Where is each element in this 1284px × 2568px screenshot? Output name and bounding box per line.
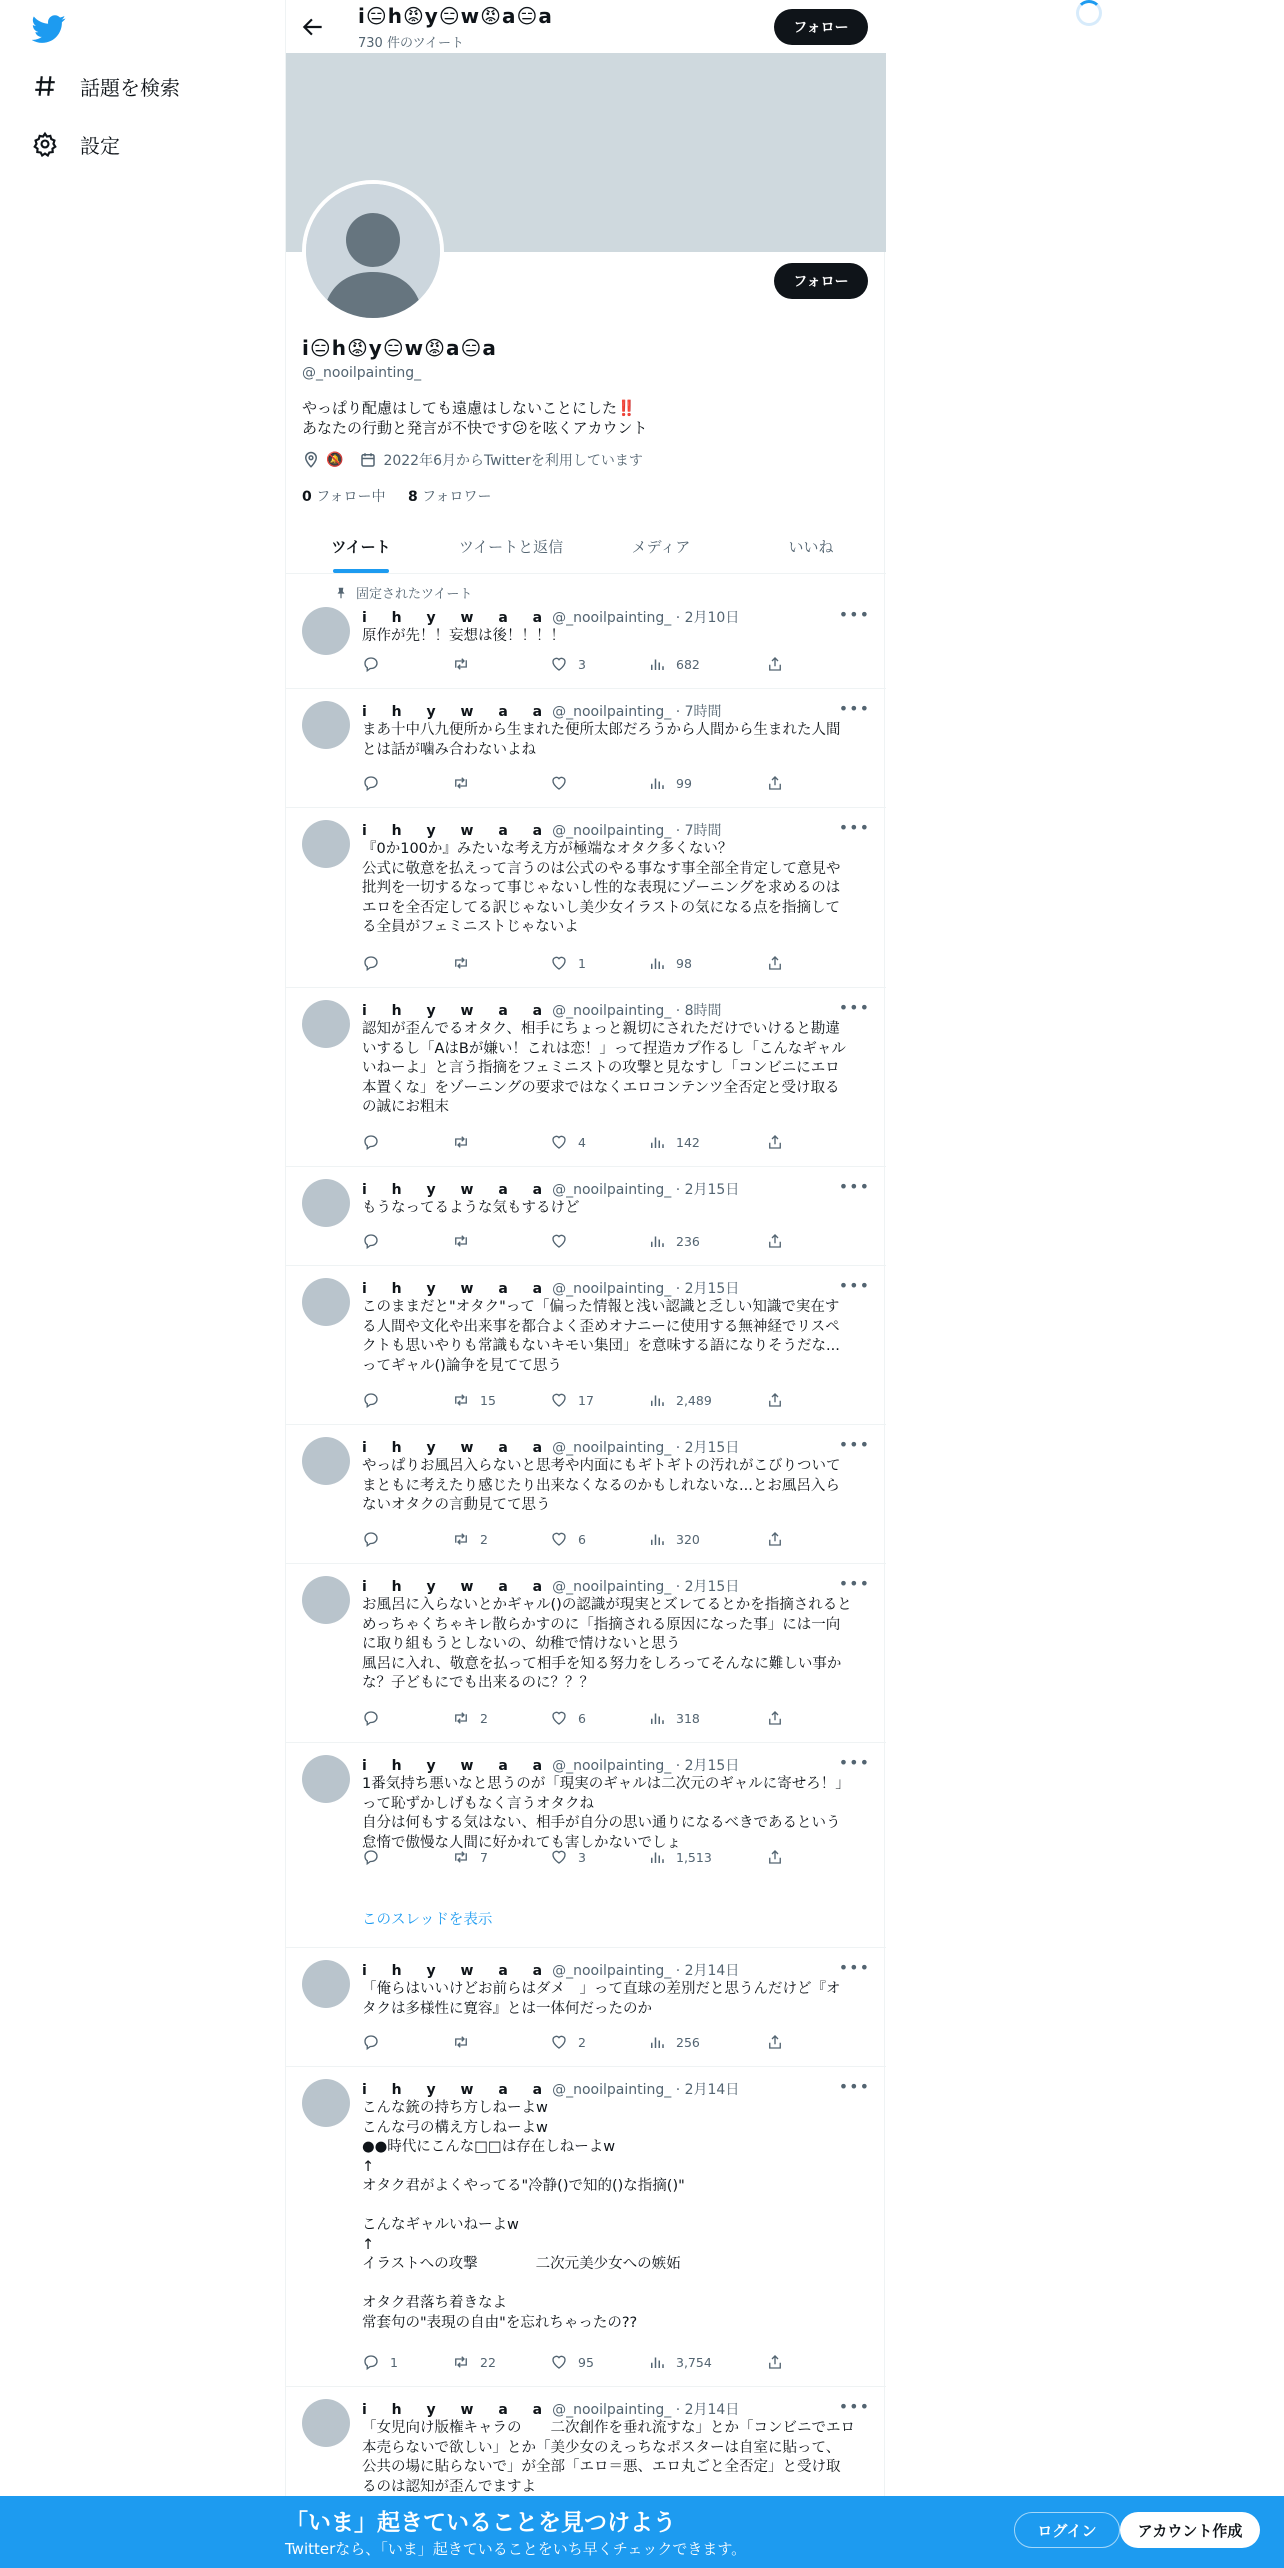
- reply-icon: [362, 1391, 380, 1409]
- more-options-icon[interactable]: •••: [838, 1574, 870, 1593]
- tweet-handle-time[interactable]: @_nooilpainting_ · 2月15日: [552, 1758, 740, 1774]
- sidebar-item-settings[interactable]: [32, 124, 120, 164]
- tweet-handle-time[interactable]: @_nooilpainting_ · 2月15日: [552, 1440, 740, 1456]
- tweet-avatar[interactable]: [302, 1576, 350, 1624]
- share-button[interactable]: [766, 954, 794, 972]
- heart-icon: [550, 954, 568, 972]
- tweet-actions: [362, 954, 782, 974]
- tweet-author-name[interactable]: i h y w a a: [362, 2082, 553, 2098]
- heart-icon: [550, 1709, 568, 1727]
- profile-meta: [302, 450, 643, 470]
- share-button[interactable]: [766, 2033, 794, 2051]
- tweet-handle-time[interactable]: @_nooilpainting_ · 7時間: [552, 704, 722, 720]
- header-follow-button[interactable]: フォロー: [774, 9, 868, 45]
- like-button[interactable]: 95: [550, 2353, 594, 2371]
- profile-bio: [302, 398, 862, 438]
- more-options-icon[interactable]: •••: [838, 2077, 870, 2096]
- share-button[interactable]: [766, 1709, 794, 1727]
- tweet-text: 認知が歪んでるオタク、相手にちょっと親切にされただけでいけると勘違 いするし「AはBが嫌い！これは恋！」って捏造カプ作るし「こんなギャル いねーよ」と言う指摘をフェミニストの攻撃と見なすし「コンビニにエロ 本置くな」をゾーニングの要求ではなくエロコンテンツ全否定と受け取る の誠にお粗末: [362, 1021, 846, 1115]
- tweet-author-name[interactable]: i h y w a a: [362, 610, 553, 626]
- share-button[interactable]: [766, 2353, 794, 2371]
- tweet-header: [362, 2079, 739, 2099]
- tab-tweets[interactable]: ツイート: [286, 520, 436, 573]
- tweet-handle-time[interactable]: @_nooilpainting_ · 8時間: [552, 1003, 722, 1019]
- like-button[interactable]: 6: [550, 1530, 586, 1548]
- reply-button[interactable]: [362, 655, 390, 673]
- like-button[interactable]: 1: [550, 954, 586, 972]
- profile-joined-date: 2022年6月からTwitterを利用しています: [383, 453, 643, 469]
- tweet-author-name[interactable]: i h y w a a: [362, 1281, 553, 1297]
- tweet-avatar[interactable]: [302, 1000, 350, 1048]
- tweet[interactable]: [286, 988, 886, 1167]
- like-button[interactable]: 3: [550, 655, 586, 673]
- reply-button[interactable]: [362, 1530, 390, 1548]
- reply-icon: [362, 1709, 380, 1727]
- sidebar-item-explore[interactable]: [32, 66, 180, 106]
- tweet[interactable]: [286, 575, 886, 689]
- retweet-icon: [452, 1391, 470, 1409]
- share-icon: [766, 1232, 784, 1250]
- tweet-text: お風呂に入らないとかギャル()の認識が現実とズレてるとかを指摘されると めっちゃくちゃキレ散らかすのに「指摘される原因になった事」には一向 に取り組もうとしないの、幼稚で情けないと思う 風呂に入れ、敬意を払って相手を知る努力をしろってそんなに難しい事か な？子どもにでも出来るのに？？？: [362, 1597, 852, 1691]
- follow-button[interactable]: フォロー: [774, 263, 868, 299]
- profile-stats: [302, 486, 491, 506]
- tweet-author-name[interactable]: i h y w a a: [362, 1440, 553, 1456]
- tweet-text: こんな銃の持ち方しねーよw こんな弓の構え方しねーよw ●●時代にこんな□□は存在しねーよw ↑ オタク君がよくやってる"冷静()で知的()な指摘()" こんなギャルいねーよw ↑ イラストへの攻撃 二次元美少女への嫉妬 オタク君落ち着きなよ 常套句の"表現の自由"を忘れちゃったの??: [362, 2100, 685, 2331]
- views-chart-icon: [648, 1848, 666, 1866]
- show-thread-link[interactable]: このスレッドを表示: [362, 1912, 493, 1928]
- views-button[interactable]: 99: [648, 774, 692, 792]
- signup-prompt-title: 「いま」起きていることを見つけよう: [285, 2510, 676, 2536]
- views-chart-icon: [648, 1133, 666, 1151]
- tweet-text: 『0か100か』みたいな考え方が極端なオタク多くない？ 公式に敬意を払えって言うのは公式のやる事なす事全部全肯定して意見や 批判を一切するなって事じゃないし性的な表現にゾーニングを求めるのは エロを全否定してる訳じゃないし美少女イラストの気になる点を指摘して る全員がフェミニストじゃないよ: [362, 841, 841, 935]
- tweet[interactable]: [286, 2067, 886, 2387]
- default-avatar-icon: [306, 184, 440, 318]
- tweet-avatar[interactable]: [302, 607, 350, 655]
- heart-icon: [550, 1133, 568, 1151]
- views-button[interactable]: 142: [648, 1133, 700, 1151]
- share-button[interactable]: [766, 1232, 794, 1250]
- share-button[interactable]: [766, 1530, 794, 1548]
- tweet-text: 「女児向け版権キャラの 二次創作を垂れ流すな」とか「コンビニでエロ 本売らないで欲しい」とか「美少女のえっちなポスターは自室に貼って、 公共の場に貼らないで」が全部「エロ＝悪、エロ丸ごと全否定」と受け取 るのは認知が歪んでますよ: [362, 2420, 855, 2495]
- tab-media[interactable]: メディア: [631, 538, 691, 556]
- more-options-icon[interactable]: •••: [838, 605, 870, 624]
- share-icon: [766, 2353, 784, 2371]
- tweet-author-name[interactable]: i h y w a a: [362, 823, 553, 839]
- more-options-icon[interactable]: •••: [838, 1177, 870, 1196]
- more-options-icon[interactable]: •••: [838, 2397, 870, 2416]
- like-button[interactable]: 4: [550, 1133, 586, 1151]
- back-arrow-icon[interactable]: [300, 14, 326, 40]
- tweet-avatar[interactable]: [302, 820, 350, 868]
- bio-line: あなたの行動と発言が不快です😕を呟くアカウント: [302, 419, 648, 437]
- views-chart-icon: [648, 655, 666, 673]
- retweet-button[interactable]: 7: [452, 1848, 488, 1866]
- views-chart-icon: [648, 1391, 666, 1409]
- retweet-icon: [452, 1133, 470, 1151]
- heart-icon: [550, 2033, 568, 2051]
- tweet-avatar[interactable]: [302, 1437, 350, 1485]
- tweet-handle-time[interactable]: @_nooilpainting_ · 2月14日: [552, 2402, 740, 2418]
- retweet-button[interactable]: 2: [452, 1709, 488, 1727]
- tweet-header: [362, 1960, 739, 1980]
- pinned-tweet-label: 固定されたツイート: [334, 583, 472, 602]
- left-sidebar: [0, 0, 285, 2568]
- views-chart-icon: [648, 1530, 666, 1548]
- tweet-author-name[interactable]: i h y w a a: [362, 1579, 553, 1595]
- reply-icon: [362, 954, 380, 972]
- sidebar-item-label: 設定: [80, 133, 120, 158]
- tweet[interactable]: [286, 1743, 886, 1948]
- tweet-text: もうなってるような気もするけど: [362, 1200, 580, 1216]
- tweet[interactable]: [286, 689, 886, 808]
- tweet[interactable]: [286, 1266, 886, 1425]
- tweet-actions: [362, 1848, 782, 1868]
- tweet-handle-time[interactable]: @_nooilpainting_ · 2月14日: [552, 1963, 740, 1979]
- tweet-avatar[interactable]: [302, 2399, 350, 2447]
- views-chart-icon: [648, 1709, 666, 1727]
- views-button[interactable]: 1,513: [648, 1848, 712, 1866]
- tweet[interactable]: [286, 1564, 886, 1743]
- share-icon: [766, 774, 784, 792]
- tweet-handle-time[interactable]: @_nooilpainting_ · 7時間: [552, 823, 722, 839]
- tweet-author-name[interactable]: i h y w a a: [362, 1003, 553, 1019]
- tweet-header: [362, 1576, 739, 1596]
- more-options-icon[interactable]: •••: [838, 1435, 870, 1454]
- tweet-header: [362, 607, 739, 627]
- tweet-text: 「俺らはいいけどお前らはダメ 」って直球の差別だと思うんだけど『オ タクは多様性に寛容』とは一体何だったのか: [362, 1981, 841, 2017]
- reply-button[interactable]: [362, 1391, 390, 1409]
- header-display-name: i😑h😡y😑w😡a😑a: [358, 4, 553, 28]
- tweet[interactable]: [286, 1167, 886, 1266]
- reply-icon: [362, 655, 380, 673]
- tweet-header: [362, 1000, 722, 1020]
- tab-likes[interactable]: いいね: [788, 538, 834, 556]
- tweet-text: 原作が先！！妄想は後！！！！: [362, 628, 565, 644]
- like-button[interactable]: [550, 774, 578, 792]
- tweet-header: [362, 820, 722, 840]
- retweet-button[interactable]: [452, 1133, 480, 1151]
- tweet-handle-time[interactable]: @_nooilpainting_ · 2月14日: [552, 2082, 740, 2098]
- tweet-actions: [362, 1232, 782, 1252]
- retweet-button[interactable]: 2: [452, 1530, 488, 1548]
- tweet-handle-time[interactable]: @_nooilpainting_ · 2月15日: [552, 1579, 740, 1595]
- tweet-actions: [362, 655, 782, 675]
- tweet-header: [362, 1278, 739, 1298]
- share-icon: [766, 1848, 784, 1866]
- more-options-icon[interactable]: •••: [838, 1276, 870, 1295]
- profile-avatar[interactable]: [302, 180, 444, 322]
- tweet-header: [362, 2399, 739, 2419]
- loading-spinner-icon: [1076, 0, 1102, 26]
- reply-icon: [362, 774, 380, 792]
- heart-icon: [550, 1232, 568, 1250]
- login-button[interactable]: ログイン: [1014, 2512, 1120, 2548]
- tweet-actions: [362, 1133, 782, 1153]
- share-button[interactable]: [766, 1391, 794, 1409]
- reply-button[interactable]: [362, 1232, 390, 1250]
- share-button[interactable]: [766, 1848, 794, 1866]
- reply-button[interactable]: [362, 774, 390, 792]
- tweet-text: このままだと"オタク"って「偏った情報と浅い認識と乏しい知識で実在す る人間や文化や出来事を都合よく歪めオナニーに使用する無神経でリスペ クトも思いやりも常識もないキモい集団」を意味する語になりそうだな... ってギャル()論争を見てて思う: [362, 1299, 840, 1374]
- views-button[interactable]: 3,754: [648, 2353, 712, 2371]
- share-icon: [766, 2033, 784, 2051]
- twitter-bird-icon[interactable]: [32, 12, 66, 46]
- more-options-icon[interactable]: •••: [838, 1753, 870, 1772]
- views-chart-icon: [648, 2033, 666, 2051]
- share-icon: [766, 655, 784, 673]
- retweet-icon: [452, 774, 470, 792]
- tweet-author-name[interactable]: i h y w a a: [362, 2402, 553, 2418]
- profile-handle: @_nooilpainting_: [302, 365, 422, 381]
- gear-icon: [32, 131, 58, 157]
- tweet-actions: [362, 774, 782, 794]
- pin-icon: [334, 586, 348, 600]
- tweet-handle-time[interactable]: @_nooilpainting_ · 2月15日: [552, 1281, 740, 1297]
- sidebar-item-label: 話題を検索: [80, 75, 180, 100]
- views-button[interactable]: 320: [648, 1530, 700, 1548]
- views-chart-icon: [648, 954, 666, 972]
- tweet[interactable]: [286, 1948, 886, 2067]
- tweet-avatar[interactable]: [302, 2079, 350, 2127]
- tweet-actions: [362, 2353, 782, 2373]
- signup-prompt-bar: [0, 2496, 1284, 2568]
- heart-icon: [550, 655, 568, 673]
- retweet-button[interactable]: 15: [452, 1391, 496, 1409]
- share-icon: [766, 1709, 784, 1727]
- tweet-avatar[interactable]: [302, 1179, 350, 1227]
- tweet-header: [362, 1179, 739, 1199]
- retweet-icon: [452, 2353, 470, 2371]
- reply-button[interactable]: [362, 2033, 390, 2051]
- more-options-icon[interactable]: •••: [838, 818, 870, 837]
- views-button[interactable]: 682: [648, 655, 700, 673]
- reply-button[interactable]: [362, 1848, 390, 1866]
- tab-tweets-and-replies[interactable]: ツイートと返信: [458, 538, 564, 556]
- signup-prompt-subtitle: Twitterなら、「いま」起きていることをいち早くチェックできます。: [285, 2540, 747, 2558]
- more-options-icon[interactable]: •••: [838, 1958, 870, 1977]
- reply-icon: [362, 1133, 380, 1151]
- tweet-author-name[interactable]: i h y w a a: [362, 1182, 553, 1198]
- following-link[interactable]: 0 フォロー中: [302, 489, 386, 505]
- tweet-handle-time[interactable]: @_nooilpainting_ · 2月10日: [552, 610, 740, 626]
- views-button[interactable]: 98: [648, 954, 692, 972]
- share-button[interactable]: [766, 655, 794, 673]
- tweet-header: [362, 701, 722, 721]
- views-chart-icon: [648, 2353, 666, 2371]
- retweet-icon: [452, 1848, 470, 1866]
- share-button[interactable]: [766, 1133, 794, 1151]
- profile-display-name: i😑h😡y😑w😡a😑a: [302, 336, 497, 360]
- retweet-icon: [452, 1232, 470, 1250]
- retweet-button[interactable]: 22: [452, 2353, 496, 2371]
- tweet-actions: [362, 1391, 782, 1411]
- tweet[interactable]: [286, 808, 886, 988]
- retweet-icon: [452, 1709, 470, 1727]
- retweet-button[interactable]: [452, 774, 480, 792]
- tweet-author-name[interactable]: i h y w a a: [362, 1963, 553, 1979]
- tweet-handle-time[interactable]: @_nooilpainting_ · 2月15日: [552, 1182, 740, 1198]
- hashtag-icon: [32, 73, 58, 99]
- profile-column: [285, 0, 885, 2568]
- heart-icon: [550, 774, 568, 792]
- tweet-actions: [362, 1530, 782, 1550]
- heart-icon: [550, 2353, 568, 2371]
- profile-location: 🔕: [326, 452, 344, 468]
- tweet-text: まあ十中八九便所から生まれた便所太郎だろうから人間から生まれた人間 とは話が噛み合わないよね: [362, 722, 841, 758]
- views-chart-icon: [648, 774, 666, 792]
- profile-tabs: [286, 520, 886, 574]
- tweet-author-name[interactable]: i h y w a a: [362, 704, 553, 720]
- share-icon: [766, 1391, 784, 1409]
- tweet-header: [362, 1437, 739, 1457]
- retweet-icon: [452, 2033, 470, 2051]
- retweet-button[interactable]: [452, 655, 480, 673]
- heart-icon: [550, 1391, 568, 1409]
- reply-button[interactable]: [362, 1709, 390, 1727]
- tweet-actions: [362, 1709, 782, 1729]
- like-button[interactable]: 2: [550, 2033, 586, 2051]
- share-icon: [766, 1530, 784, 1548]
- retweet-button[interactable]: [452, 2033, 480, 2051]
- views-button[interactable]: 256: [648, 2033, 700, 2051]
- views-button[interactable]: 318: [648, 1709, 700, 1727]
- header-tweet-count: 730 件のツイート: [358, 36, 465, 51]
- retweet-icon: [452, 954, 470, 972]
- retweet-icon: [452, 655, 470, 673]
- tweet-text: 1番気持ち悪いなと思うのが「現実のギャルは二次元のギャルに寄せろ！」 って恥ずかしげもなく言うオタクね 自分は何もする気はない、相手が自分の思い通りになるべきであるという 怠惰で傲慢な人間に好かれても害しかないでしょ: [362, 1776, 850, 1851]
- like-button[interactable]: 6: [550, 1709, 586, 1727]
- bio-line: やっぱり配慮はしても遠慮はしないことにした‼️: [302, 399, 636, 417]
- like-button[interactable]: 3: [550, 1848, 586, 1866]
- reply-icon: [362, 1848, 380, 1866]
- heart-icon: [550, 1848, 568, 1866]
- retweet-button[interactable]: [452, 1232, 480, 1250]
- retweet-button[interactable]: [452, 954, 480, 972]
- reply-button[interactable]: [362, 954, 390, 972]
- reply-icon: [362, 1530, 380, 1548]
- tweet-author-name[interactable]: i h y w a a: [362, 1758, 553, 1774]
- tweet[interactable]: [286, 1425, 886, 1564]
- followers-link[interactable]: 8 フォロワー: [407, 489, 492, 505]
- reply-icon: [362, 2033, 380, 2051]
- tweet-text: やっぱりお風呂入らないと思考や内面にもギトギトの汚れがこびりついて まともに考えたり感じたり出来なくなるのかもしれないな...とお風呂入ら ないオタクの言動見てて思う: [362, 1458, 841, 1513]
- reply-button[interactable]: 1: [362, 2353, 398, 2371]
- tweet-avatar[interactable]: [302, 701, 350, 749]
- reply-icon: [362, 1232, 380, 1250]
- signup-button[interactable]: アカウント作成: [1120, 2512, 1260, 2548]
- profile-header-bar: [286, 0, 886, 53]
- like-button[interactable]: [550, 1232, 578, 1250]
- location-pin-icon: [302, 451, 320, 469]
- views-chart-icon: [648, 1232, 666, 1250]
- heart-icon: [550, 1530, 568, 1548]
- retweet-icon: [452, 1530, 470, 1548]
- tweet-actions: [362, 2033, 782, 2053]
- like-button[interactable]: 17: [550, 1391, 594, 1409]
- more-options-icon[interactable]: •••: [838, 998, 870, 1017]
- tweet-header: [362, 1755, 739, 1775]
- views-button[interactable]: 236: [648, 1232, 700, 1250]
- reply-icon: [362, 2353, 380, 2371]
- share-icon: [766, 1133, 784, 1151]
- tweet-avatar[interactable]: [302, 1755, 350, 1803]
- calendar-icon: [359, 451, 377, 469]
- views-button[interactable]: 2,489: [648, 1391, 712, 1409]
- share-button[interactable]: [766, 774, 794, 792]
- tweet-avatar[interactable]: [302, 1960, 350, 2008]
- reply-button[interactable]: [362, 1133, 390, 1151]
- share-icon: [766, 954, 784, 972]
- more-options-icon[interactable]: •••: [838, 699, 870, 718]
- tweet-avatar[interactable]: [302, 1278, 350, 1326]
